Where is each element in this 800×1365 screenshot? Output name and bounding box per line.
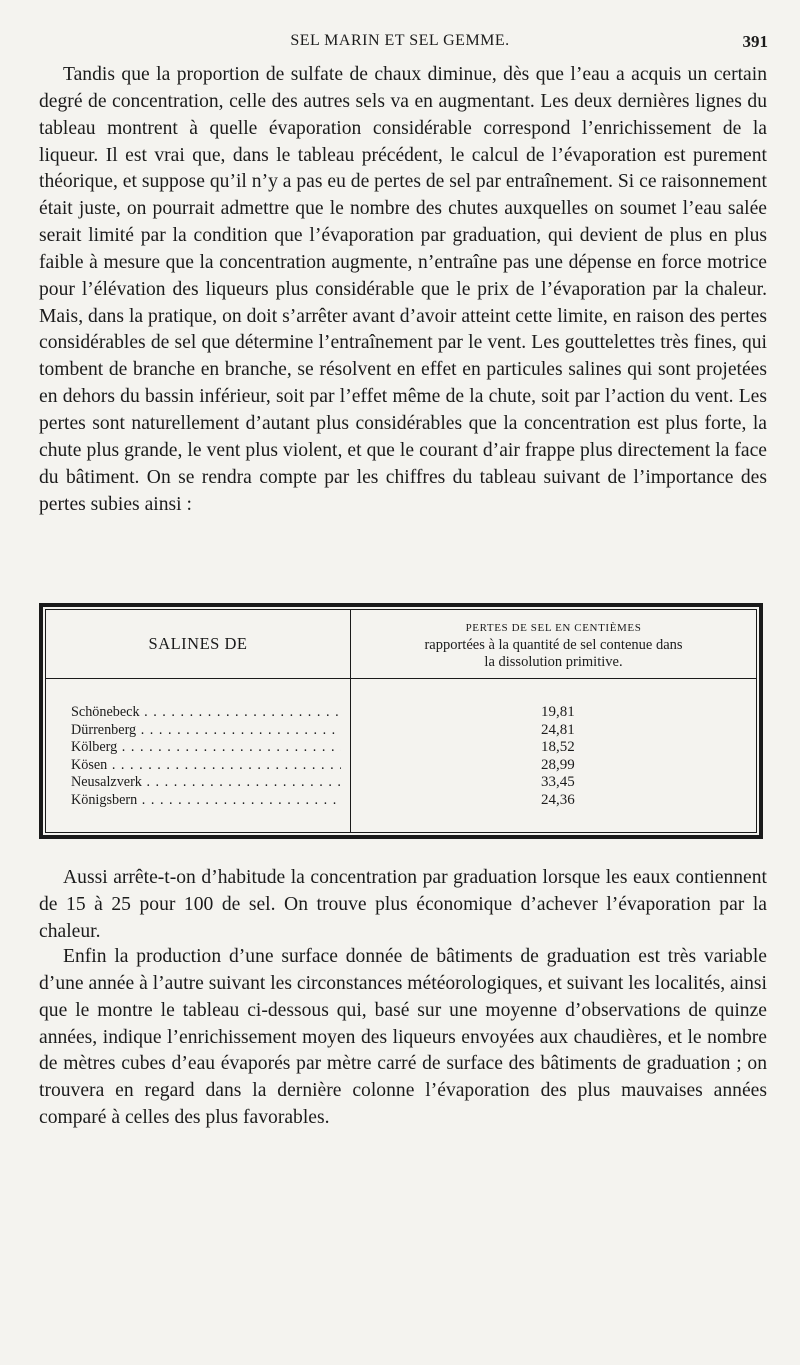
table-row	[46, 792, 756, 810]
table-body	[46, 704, 756, 810]
saline-name: Kölberg . . .	[71, 739, 341, 757]
header-losses-line2: la dissolution primitive.	[484, 654, 623, 670]
table-inner-frame	[45, 609, 757, 833]
loss-value: 28,99	[541, 756, 575, 773]
losses-table	[39, 603, 763, 839]
table-row	[46, 774, 756, 792]
header-losses-caps: PERTES DE SEL EN CENTIÈMES	[465, 622, 642, 634]
loss-value: 18,52	[541, 739, 575, 756]
paragraph-losses-intro: Tandis que la proportion de sulfate de chaux diminue, dès que l’eau a acquis un certain degré de concentration, celle des autres sels va en augmentant. Les deux dernières lignes du tableau montrent à quelle évaporation considérable correspond l’enrichissement de la liqueur. Il est vrai que, dans le tableau précédent, le calcul de l’évaporation est purement théorique, et suppose qu’il n’y a pas eu de pertes de sel par entraînement. Si ce raisonnement était juste, on pourrait admettre que le nombre des chutes auxquelles on soumet l’eau salée serait limité par la condition que l’évaporation par graduation, qui devient de plus en plus faible à mesure que la concentration augmente, n’entraîne pas une dépense en force motrice pour l’élévation des liqueurs plus considérable que le prix de l’évaporation par la chaleur. Mais, dans la pratique, on doit s’arrêter avant d’avoir atteint cette limite, en raison des pertes considérables de sel que détermine l’entraînement par le vent. Les gouttelettes très fines, qui tombent de branche en branche, se résolvent en effet en particules salines qui sont projetées en dehors du bassin inférieur, soit par l’effet même de la chute, soit par l’action du vent. Les pertes sont naturellement d’autant plus considérables que la concentration est plus forte, la chute plus grande, le vent plus violent, et que le courant d’air frappe plus directement la face du bâtiment. On se rendra compte par les chiffres du tableau suivant de l’importance des pertes subies ainsi :	[39, 64, 767, 515]
table-row	[46, 722, 756, 740]
table-row	[46, 757, 756, 775]
loss-value: 24,36	[541, 791, 575, 808]
header-salines: SALINES DE	[148, 634, 248, 653]
saline-name: Schönebeck . . .	[71, 704, 341, 722]
header-losses	[351, 620, 756, 671]
saline-name: Kösen . . .	[71, 757, 341, 775]
saline-name: Dürrenberg . . .	[71, 722, 341, 740]
paragraph-production-variability: Enfin la production d’une surface donnée de bâtiments de graduation est très variable d’une année à l’autre suivant les circonstances météorologiques, et suivant les localités, ainsi que le montre le tableau ci-dessous qui, basé sur une moyenne d’observations de quinze années, indique l’enrichissement moyen des liqueurs envoyées aux chaudières, et le nombre de mètres cubes d’eau évaporés par mètre carré de surface des bâtiments de graduation ; on trouvera en regard dans la dernière colonne l’évaporation des plus mauvaises années comparé à celles des plus favorables.	[39, 946, 767, 1129]
table-row	[46, 704, 756, 722]
header-losses-line1: rapportées à la quantité de sel contenue dans	[424, 637, 683, 653]
running-title: SEL MARIN ET SEL GEMME.	[290, 32, 510, 49]
saline-name: Neusalzverk . . .	[71, 774, 341, 792]
running-head	[0, 30, 800, 54]
loss-value: 33,45	[541, 774, 575, 791]
loss-value: 19,81	[541, 704, 575, 720]
header-divider	[46, 678, 756, 679]
saline-name: Königsbern . . .	[71, 792, 341, 810]
loss-value: 24,81	[541, 721, 575, 738]
paragraph-concentration-limit: Aussi arrête-t-on d’habitude la concentration par graduation lorsque les eaux contiennent de 15 à 25 pour 100 de sel. On trouve plus économique d’achever l’évaporation par la chaleur.	[39, 867, 767, 942]
table-row	[46, 739, 756, 757]
page-number: 391	[742, 32, 768, 51]
